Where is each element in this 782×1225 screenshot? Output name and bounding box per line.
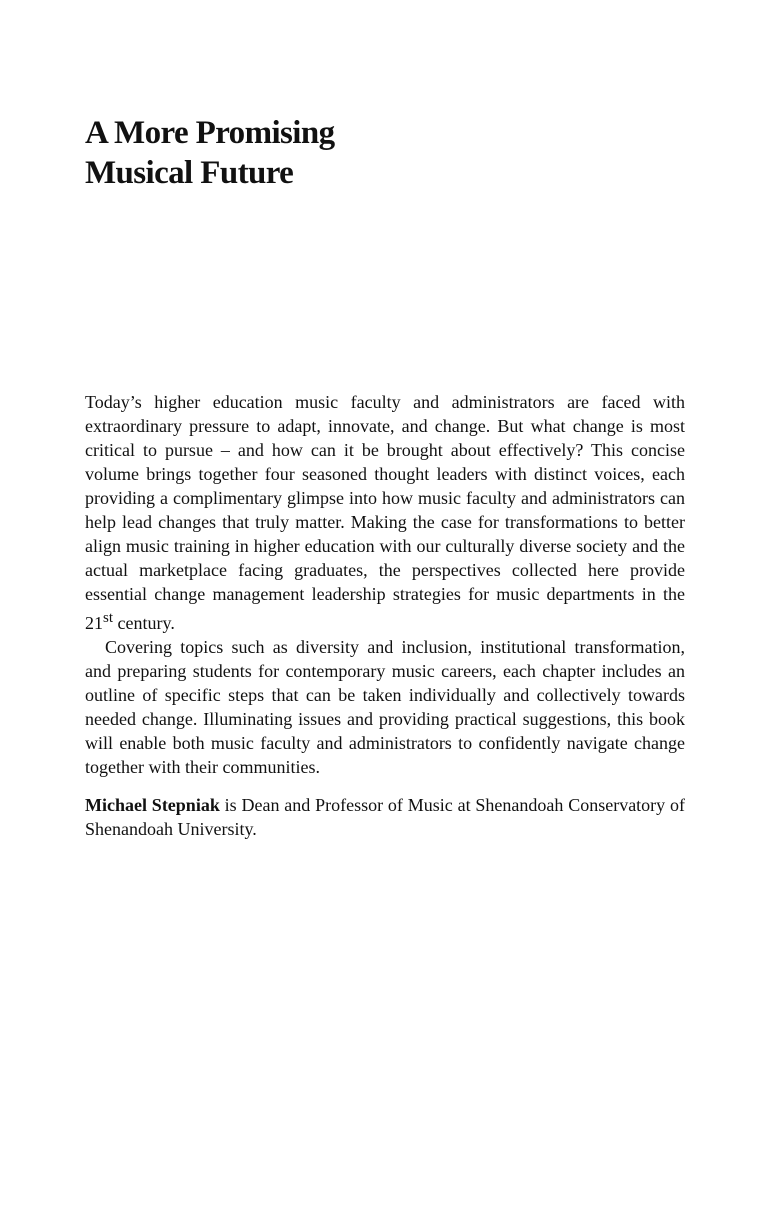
description-paragraph-1 <box>85 390 685 635</box>
author-bio-text: is Dean and Professor of Music at Shenandoah Conservatory of Shenandoah University. <box>85 795 685 839</box>
description-paragraph-2: Covering topics such as diversity and inclusion, institutional transformation, and preparing students for contemporary music careers, each chapter includes an outline of specific steps that can be taken individually and collectively towards needed change. Illuminating issues and providing practical suggestions, this book will enable both music faculty and administrators to confidently navigate change together with their communities. <box>85 637 685 777</box>
book-title <box>85 113 685 193</box>
description-paragraph-1-text: Today’s higher education music faculty and administrators are faced with extraordinary pressure to adapt, innovate, and change. But what change is most critical to pursue – and how can it be brought about effectively? This concise volume brings together four seasoned thought leaders with distinct voices, each providing a complimentary glimpse into how music faculty and administrators can help lead changes that truly matter. Making the case for transformations to better align music training in higher education with our culturally diverse society and the actual marketplace facing graduates, the perspectives collected here provide essential change management leadership strategies for music departments in the 21 <box>85 392 685 633</box>
ordinal-suffix: st <box>103 610 114 626</box>
description-paragraph-1-end: century. <box>113 613 175 633</box>
book-title-line-2: Musical Future <box>85 155 294 191</box>
book-title-line-1: A More Promising <box>85 115 335 151</box>
author-name: Michael Stepniak <box>85 795 220 815</box>
book-description <box>85 390 685 841</box>
author-bio <box>85 793 685 841</box>
